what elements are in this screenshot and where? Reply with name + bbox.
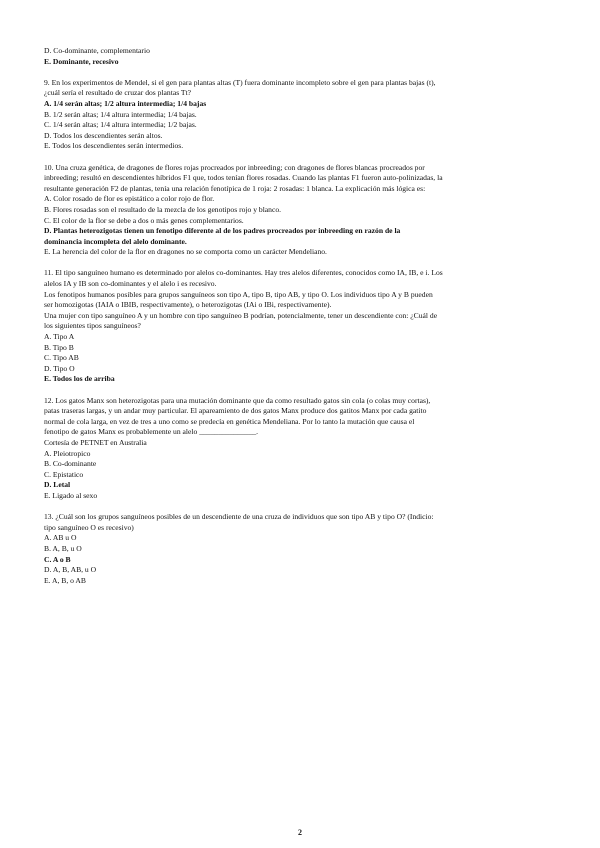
option-d: D. Co-dominante, complementario [44, 46, 150, 55]
option-e-answer: E. Dominante, recesivo [44, 56, 119, 66]
question-11 [44, 268, 556, 385]
option-d: D. Todos los descendientes serán altos. [44, 130, 163, 140]
question-stem-line: 10. Una cruza genética, de dragones de flores rojas procreados por inbreeding; con dragones de flores blancas procreados por [44, 162, 425, 172]
question-stem-line: 13. ¿Cuál son los grupos sanguíneos posibles de un descendiente de una cruza de individuos que son tipo AB y tipo O? (Indicio: [44, 512, 434, 522]
page-body [44, 46, 556, 586]
question-stem-line: ¿cuál sería el resultado de cruzar dos plantas Tt? [44, 88, 192, 98]
question-stem-line: 12. Los gatos Manx son heterozigotas para una mutación dominante que da como resultado gatos sin cola (o colas muy cortas), [44, 395, 431, 405]
option-c: C. 1/4 serán altas; 1/4 altura intermedia; 1/2 bajas. [44, 120, 197, 130]
question-stem-line: los siguientes tipos sanguíneos? [44, 321, 141, 331]
option-e: E. La herencia del color de la flor en dragones no se comporta como un carácter Mendeliano. [44, 247, 327, 257]
question-stem-line: alelos IA y IB son co-dominantes y el alelo i es recesivo. [44, 279, 217, 289]
option-c: C. El color de la flor se debe a dos o más genes complementarios. [44, 215, 244, 225]
question-stem-line: patas traseras largas, y un andar muy particular. El apareamiento de dos gatos Manx produce dos gatitos Manx por cada gatito [44, 406, 427, 416]
question-9 [44, 78, 556, 152]
question-stem-line: normal de cola larga, en vez de tres a uno como se predecía en genética Mendeliana. Por lo tanto la mutación que causa el [44, 416, 415, 426]
question-10 [44, 163, 556, 258]
question-stem-line: tipo sanguíneo O es recesivo) [44, 522, 134, 532]
question-stem-line: fenotipo de gatos Manx es probablemente un alelo _______________. [44, 427, 259, 437]
image-credit: Cortesía de PETNET en Australia [44, 437, 147, 447]
option-e-answer: E. Todos los de arriba [44, 374, 115, 384]
option-c: C. Tipo AB [44, 353, 79, 363]
previous-question-tail [44, 46, 556, 67]
question-stem-line: 11. El tipo sanguíneo humano es determinado por alelos co-dominantes. Hay tres alelos diferentes, conocidos como IA, IB, e i. Los [44, 268, 443, 278]
option-e: E. A, B, o AB [44, 575, 86, 585]
option-a-answer: A. 1/4 serán altas; 1/2 altura intermedia; 1/4 bajas [44, 98, 207, 108]
question-stem-line: resultante generación F2 de plantas, tenía una relación fenotípica de 1 roja: 2 rosadas: 1 blanca. La explicación más lógica es: [44, 183, 426, 193]
option-b: B. Flores rosadas son el resultado de la mezcla de los genotipos rojo y blanco. [44, 204, 282, 214]
option-a: A. Color rosado de flor es epistático a color rojo de flor. [44, 194, 215, 204]
question-stem-line: 9. En los experimentos de Mendel, si el gen para plantas altas (T) fuera dominante incompleto sobre el gen para plantas bajas (t), [44, 77, 436, 87]
question-stem-line: inbreeding; resultó en descendientes híbridos F1 que, todos tenían flores rosadas. Cuando las plantas F1 fueron auto-polinizadas, la [44, 173, 443, 183]
option-a: A. Tipo A [44, 332, 75, 342]
option-b: B. A, B, u O [44, 543, 82, 553]
question-12 [44, 396, 556, 502]
option-e: E. Ligado al sexo [44, 490, 98, 500]
option-c: C. Epistatico [44, 469, 84, 479]
question-13 [44, 512, 556, 586]
option-d-answer: D. Plantas heterozigotas tienen un fenotipo diferente al de los padres procreados por inbreeding en razón de la [44, 226, 401, 236]
option-d: D. A, B, AB, u O [44, 565, 97, 575]
question-stem-line: ser homozigotas (IAIA o IBIB, respectivamente), o heterozigotas (IAi o IBi, respectivamente). [44, 300, 332, 310]
option-b: B. 1/2 serán altas; 1/4 altura intermedia; 1/4 bajas. [44, 109, 197, 119]
option-b: B. Co-dominante [44, 459, 97, 469]
option-a: A. Pleiotropico [44, 448, 91, 458]
question-stem-line: Una mujer con tipo sanguíneo A y un hombre con tipo sanguíneo B podrían, potencialmente, tener un descendiente con: ¿Cuál de [44, 310, 438, 320]
option-e: E. Todos los descendientes serán intermedios. [44, 141, 184, 151]
option-d-answer-cont: dominancia incompleta del alelo dominante. [44, 236, 187, 246]
page-number: 2 [298, 828, 302, 837]
option-b: B. Tipo B [44, 342, 74, 352]
question-stem-line: Los fenotipos humanos posibles para grupos sanguíneos son tipo A, tipo B, tipo AB, y tipo O. Los individuos tipo A y B pueden [44, 289, 433, 299]
option-a: A. AB u O [44, 533, 77, 543]
option-d-answer: D. Letal [44, 480, 71, 490]
option-c-answer: C. A o B [44, 554, 71, 564]
option-d: D. Tipo O [44, 363, 75, 373]
